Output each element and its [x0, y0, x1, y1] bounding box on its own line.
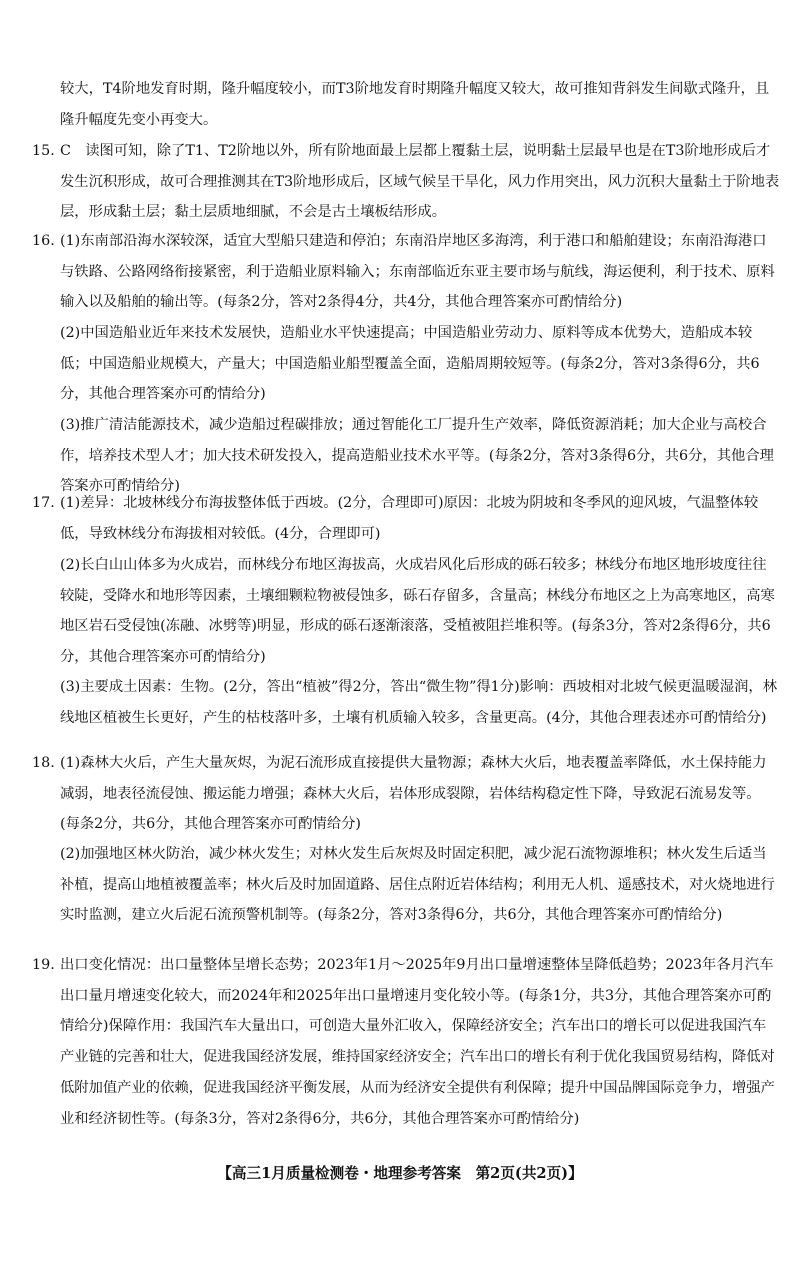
question-18-answer-1: (1)森林大火后，产生大量灰烬，为泥石流形成直接提供大量物源；森林大火后，地表覆盖率降低，水土保持能力减弱，地表径流侵蚀、搬运能力增强；森林大火后，岩体形成裂隙，岩体结构稳定性下降，导致泥石流易发等。(每条2分，共6分，其他合理答案亦可酌情给分) [60, 755, 767, 833]
question-17-part-1 [0, 488, 800, 549]
question-number: 18. [32, 755, 55, 771]
question-17-part-3: (3)主要成土因素：生物。(2分，答出“植被”得2分，答出“微生物”得1分)影响：西坡相对北坡气候更温暖湿润，林线地区植被生长更好，产生的枯枝落叶多，土壤有机质输入较多，含量更高。(4分，其他合理表述亦可酌情给分) [60, 679, 777, 726]
intro-continuation: 较大，T4阶地发育时期，隆升幅度较小，而T3阶地发育时期隆升幅度又较大，故可推知背斜发生间歇式隆升，且隆升幅度先变小再变大。 [60, 81, 770, 128]
question-16-answer-1: (1)东南部沿海水深较深，适宜大型船只建造和停泊；东南沿岸地区多海湾，利于港口和船舶建设；东南沿海港口与铁路、公路网络衔接紧密，利于造船业原料输入；东南部临近东亚主要市场与航线，海运便利，利于技术、原料输入以及船舶的输出等。(每条2分，答对2条得4分，共4分，其他合理答案亦可酌情给分) [60, 233, 775, 311]
question-19 [0, 950, 800, 1134]
question-18-part-2: (2)加强地区林火防治，减少林火发生；对林火发生后灰烬及时固定积肥，减少泥石流物源堆积；林火发生后适当补植，提高山地植被覆盖率；林火后及时加固道路、居住点附近岩体结构；利用无人机、遥感技术，对火烧地进行实时监测，建立火后泥石流预警机制等。(每条2分，答对3条得6分，共6分，其他合理答案亦可酌情给分) [60, 846, 775, 924]
question-17-answer-1: (1)差异：北坡林线分布海拔整体低于西坡。(2分，合理即可)原因：北坡为阴坡和冬季风的迎风坡，气温整体较低，导致林线分布海拔相对较低。(4分，合理即可) [60, 495, 759, 542]
question-16-part-1 [0, 226, 800, 318]
question-16-part-3: (3)推广清洁能源技术，减少造船过程碳排放；通过智能化工厂提升生产效率，降低资源消耗；加大企业与高校合作，培养技术型人才；加大技术研发投入，提高造船业技术水平等。(每条2分，答对3条得6分，共6分，其他合理答案亦可酌情给分) [60, 417, 774, 495]
question-15 [0, 136, 800, 228]
question-number: 19. [32, 957, 55, 973]
question-19-answer: 出口变化情况：出口量整体呈增长态势；2023年1月～2025年9月出口量增速整体呈降低趋势；2023年各月汽车出口量月增速变化较大，而2024年和2025年出口量增速月变化较小等。(每条1分，共3分，其他合理答案亦可酌情给分)保障作用：我国汽车大量出口，可创造大量外汇收入，保障经济安全；汽车出口的增长可以促进我国汽车产业链的完善和壮大，促进我国经济发展，维持国家经济安全；汽车出口的增长有利于优化我国贸易结构，降低对低附加值产业的依赖，促进我国经济平衡发展，从而为经济安全提供有利保障；提升中国品牌国际竞争力，增强产业和经济韧性等。(每条3分，答对2条得6分，共6分，其他合理答案亦可酌情给分) [60, 957, 775, 1127]
page-footer: 【高三1月质量检测卷・地理参考答案 第2页(共2页)】 [217, 1165, 583, 1182]
question-number: 15. [32, 143, 55, 159]
question-18-part-1 [0, 748, 800, 840]
question-15-answer: C 读图可知，除了T1、T2阶地以外，所有阶地面最上层都上覆黏土层，说明黏土层最早也是在T3阶地形成后才发生沉积形成，故可合理推测其在T3阶地形成后，区域气候呈干旱化，风力作用突出，风力沉积大量黏土于阶地表层，形成黏土层；黏土层质地细腻，不会是古土壤板结形成。 [60, 143, 780, 221]
question-number: 16. [32, 233, 55, 249]
question-16-part-2: (2)中国造船业近年来技术发展快，造船业水平快速提高；中国造船业劳动力、原料等成本优势大，造船成本较低；中国造船业规模大，产量大；中国造船业船型覆盖全面，造船周期较短等。(每条2分，答对3条得6分，共6分，其他合理答案亦可酌情给分) [60, 325, 760, 403]
question-17-part-2: (2)长白山山体多为火成岩，而林线分布地区海拔高，火成岩风化后形成的砾石较多；林线分布地区地形坡度往往较陡，受降水和地形等因素，土壤细颗粒物被侵蚀多，砾石存留多，含量高；林线分布地区之上为高寒地区，高寒地区岩石受侵蚀(冻融、冰劈等)明显，形成的砾石逐渐滚落，受植被阻拦堆积等。(每条3分，答对2条得6分，共6分，其他合理答案亦可酌情给分) [60, 557, 775, 666]
question-number: 17. [32, 495, 55, 511]
